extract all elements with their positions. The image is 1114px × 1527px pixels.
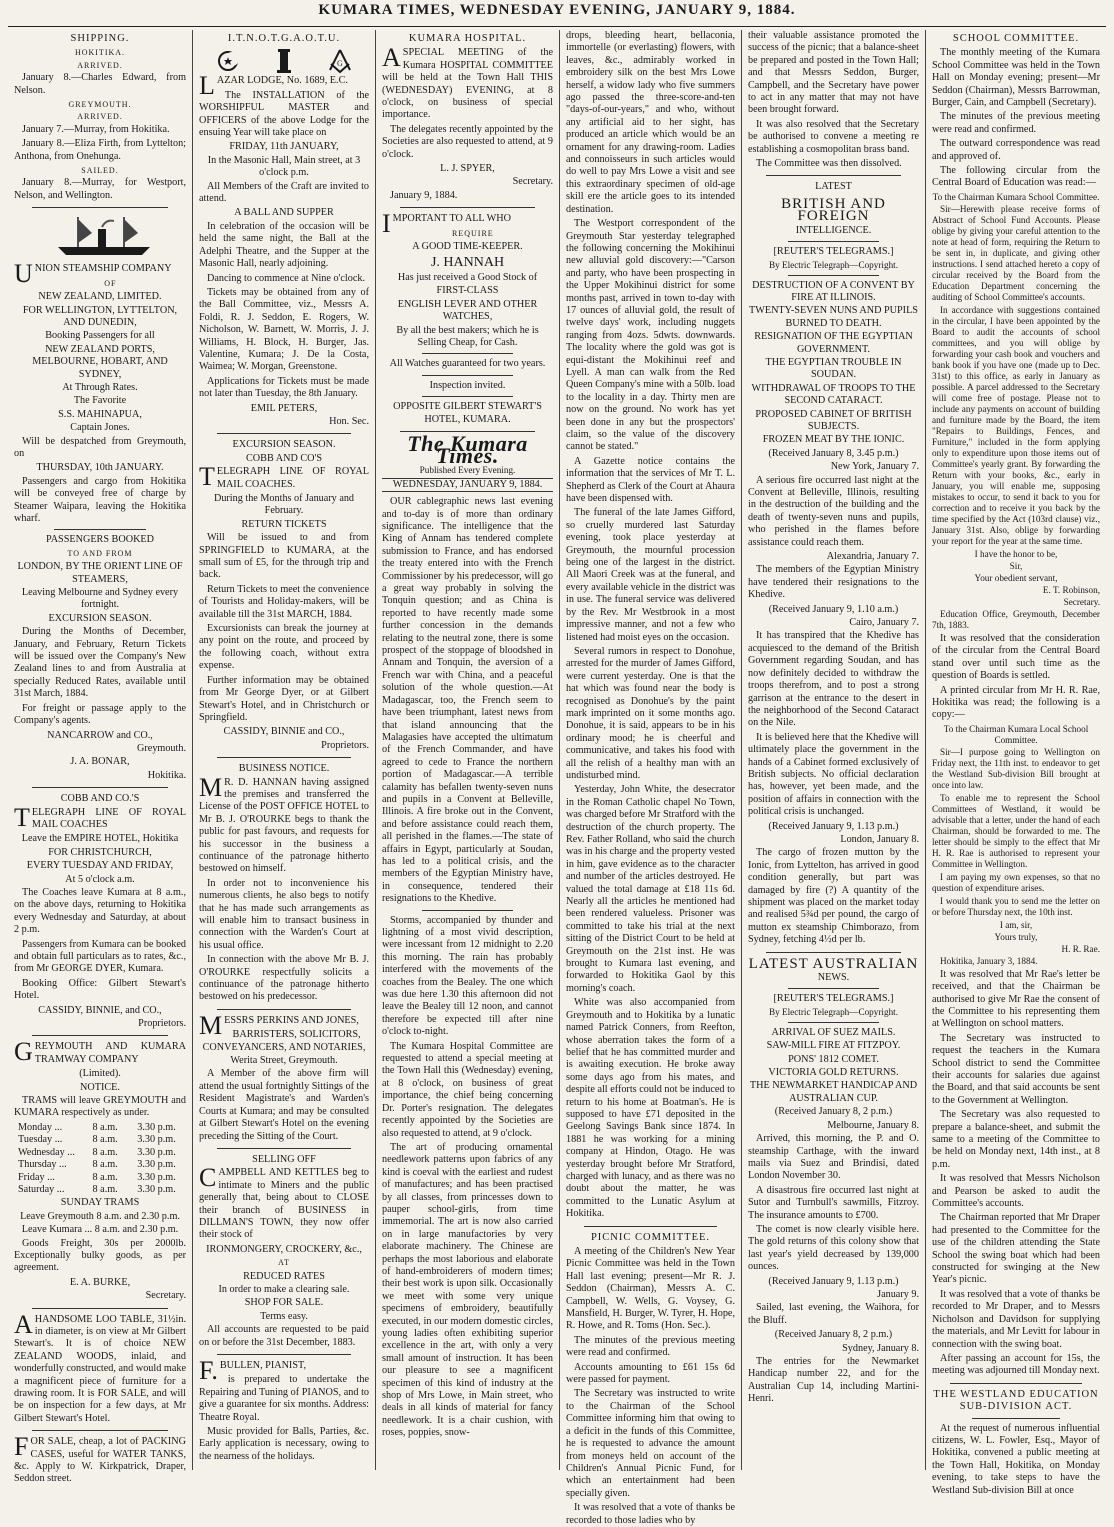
tram-time: 3.30 p.m. [137,1159,176,1171]
news-headline: DESTRUCTION OF A CONVENT BY FIRE AT ILLINOIS. [752,279,915,303]
cobb-heading: COBB AND CO.'S [60,793,140,805]
divider [217,433,351,434]
telegram-body: The entries for the Newmarket Handicap number 22, and for the Australian Cup 14, including Martini-Henri. [748,1356,919,1405]
goods-freight: Goods Freight, 30s per 2000lb. Exceptionally bulky goods, as per agreement. [14,1237,186,1274]
letter-closing: I am, sir, [999,919,1033,930]
divider [217,757,351,758]
pb-leaving: Leaving Melbourne and Sydney every fortnight. [21,587,179,611]
divider [400,207,535,208]
received-line: (Received January 8, 2 p.m.) [774,1329,893,1341]
usc-date: THURSDAY, 10th JANUARY. [36,462,164,474]
divider [32,787,168,788]
divider [788,988,879,989]
newspaper-columns [8,30,1106,1526]
column-5 [741,30,925,1470]
lodge-body: The INSTALLATION of the WORSHIPFUL MASTER and OFFICERS of the above Lodge for the ensuing Year will take place on [199,89,369,139]
important-timekeeper: A GOOD TIME-KEEPER. [412,241,523,253]
star-moon-icon [215,48,241,74]
exc-signature-title: Proprietors. [321,739,369,751]
hospital-signature-title: Secretary. [512,176,553,188]
tram-timetable [18,1122,182,1196]
news-headline: THE EGYPTIAN TROUBLE IN SOUDAN. [765,356,902,381]
business-notice-body: In order not to inconvenience his numerous clients, he also begs to notify that he has made such arrangements as will enable him to transact business in connection with the Warden's Court at his usual office. [199,877,369,951]
telegram-body: The cargo of frozen mutton by the Ionic, from Lyttelton, has arrived in good condition generally, but part was damaged by fire (?) A quantity of the shipment was placed on the market today and realised 5¾d per pound, the cargo of mutton ex steamship Chimborazo, from Sydney, fetching 4½d per lb. [748,847,919,946]
column-3 [375,30,559,1470]
latest-label: LATEST [815,181,852,193]
divider [972,1418,1060,1419]
published-line: Published Every Evening. [419,464,516,475]
letter-signature-title: Secretary. [1063,596,1100,607]
tramway-limited: (Limited). [79,1068,121,1080]
column-1 [8,30,192,1485]
hannah-watches: ENGLISH LEVER AND OTHER WATCHES, [397,298,538,323]
excursion-heading: EXCURSION SEASON. [232,439,336,451]
hospital-body: ASPECIAL MEETING of the Kumara HOSPITAL COMMITTEE will be held at the Town Hall THIS (WEDNESDAY) EVENING, at 8 o'clock, on business of special importance. [382,43,553,121]
arrived-label: ARRIVED. [77,112,123,122]
dateline: Sydney, January 8. [842,1342,919,1354]
usc-destinations: FOR WELLINGTON, LYTTELTON, AND DUNEDIN, [22,304,178,328]
packing-cases-ad: FOR SALE, cheap, a lot of PACKING CASES, useful for WATER TANKS, &c. Apply to W. Kirkpatrick, Draper, Seddon street. [14,1432,186,1485]
tram-time: 8 a.m. [92,1121,118,1133]
sunday-tram-line: Leave Greymouth 8 a.m. and 2.30 p.m. [20,1210,180,1222]
news-headline: VICTORIA GOLD RETURNS. [768,1067,899,1079]
tram-time: 3.30 p.m. [137,1121,176,1133]
usc-of: OF [104,278,117,288]
sunday-trams-heading: SUNDAY TRAMS [60,1197,140,1209]
tram-time: 3.30 p.m. [137,1171,176,1183]
cobb-signature-title: Proprietors. [138,1018,186,1030]
divider [788,1022,879,1023]
tram-time: 8 a.m. [92,1171,118,1183]
exc-body: Excursionists can break the journey at any point on the route, and proceed by the following coach, without extra expense. [199,623,369,672]
tram-day: Wednesday ... [18,1146,75,1158]
hannah-first-class: FIRST-CLASS [436,285,499,297]
school-paragraph: The outward correspondence was read and approved of. [932,138,1100,162]
editorial-paragraph: The art of producing ornamental needlework patterns upon fabrics of any kind is coeval with the earliest and rudest of manufactures; and has been practised by all classes, from princesses down to pauper school-girls, from time immemorial. The art is now also carried on in large manufactories by very elaborate machinery. The Chinese are perhaps the most laborious and elaborate of hand-embroiderers of modern times; their best work is upon silk. Occasionally we meet with some very unique specimens of embroidery, beautifully executed, in our modern domestic circles, young ladies often exhibiting superior excellence in the art, with only a very small amount of instruction. It has been our pleasure to see a magnificent specimen of this kind of industry at the shop of Mrs Lowe, in Main street, who deals in all kinds of material for fancy needlework. It is a chair cushion, with roses, poppies, snow- [382,1141,553,1439]
accounts-notice: All accounts are requested to be paid on or before the 31st December, 1883. [199,1324,369,1348]
agent-name: J. A. BONAR, [70,756,130,768]
excursion-body: During the Months of December, January, and February, Return Tickets will be issued over the Company's New Zealand lines to and from Australia at specially Reduced Rates, available until 31st March, 1884. [14,626,186,700]
article-paragraph: A Gazette notice contains the information that the services of Mr T. L. Shepherd as Clerk of the Court at Ahaura have been dispensed with. [566,455,735,505]
sunday-tram-line: Leave Kumara ... 8 a.m. and 2.30 p.m. [21,1224,179,1236]
letter-place: Education Office, Greymouth, December 7th, 1883. [932,608,1100,630]
cobb-body: Passengers from Kumara can be booked and obtain full particulars as to rates, &c., from Mr GEORGE DYER, Kumara. [14,938,186,975]
letter-closing: Sir, [1009,560,1023,571]
received-line: (Received January 9, 1.13 p.m.) [768,820,899,832]
lazar-lodge-title: LAZAR LODGE, No. 1689, E.C. [199,71,348,101]
kumara-hospital-heading: KUMARA HOSPITAL. [408,33,527,44]
agent-name: NANCARROW and CO., [47,729,153,741]
picnic-paragraph: Accounts amounting to £61 15s 6d were passed for payment. [566,1361,735,1386]
lodge-date: FRIDAY, 11th JANUARY, [229,141,339,153]
westland-paragraph: At the request of numerous influential citizens, W. L. Fowler, Esq., Mayor of Hokitika, convened a public meeting at the Town Hall, Hokitika, on Monday evening, to take steps to have the Westland Sub-division Bill at once [932,1422,1100,1496]
editorial-date: WEDNESDAY, JANUARY 9, 1884. [382,478,553,492]
received-line: (Received January 9, 1.13 p.m.) [768,1275,899,1287]
school-paragraph: The minutes of the previous meeting were read and confirmed. [932,111,1100,135]
letter-paragraph: In accordance with suggestions contained in the circular, I have been appointed by the Board to audit the accounts of school committees, and you will oblige by forwarding your cash book and vouchers and bank book if you have one (made up to Dec. 31st) to this office, as early in January as possible. A parcel addressed to the Secretary will come free of postage. Please not to include any payments on account of building and furniture made by the Board, the item "Repairs to Buildings, Fences, and Furniture," included in the form applying only to expenditure upon those items out of Committee's yearly grant. By forwarding the Return with your books, &c., early in January, you will enable me, supposing mistakes to occur, to send it back to you for correction and to receive it you back by the time specified by the Act (103rd clause) viz., January 31st. Also, oblige by forwarding your report for the year at the same time. [932,304,1100,546]
article-paragraph: drops, bleeding heart, bellaconia, immortelle (or everlasting) flowers, with leaves, &c., admirably worked in embroidery silk on the best Mrs Lowe herself, a widow lady who five summers ago passed the three-score-and-ten "days-of-our-years," and who, without any artificial aid to her sight, has produced an article which would be an ornament for any drawing-room. Ladies and connoisseurs in such articles would do well to pay Mrs Lowe a visit and see this extraordinary specimen of old-age skill ere the article goes to its intended destination. [566,30,735,215]
telegram-body: Arrived, this morning, the P. and O. steamship Carthage, with the inward mails via Suez and Brindisi, dated London November 30. [748,1133,919,1182]
square-compass-icon [327,48,353,74]
selling-off-heading: SELLING OFF [252,1153,316,1165]
dateline: London, January 8. [840,833,919,845]
letter-paragraph: I would thank you to send me the letter on or before Thursday next, the 10th inst. [932,895,1100,917]
usc-ship-name: S.S. MAHINAPUA, [58,408,142,420]
dateline: Melbourne, January 8. [827,1119,919,1131]
exc-signature: CASSIDY, BINNIE and CO., [223,726,345,738]
westland-education-heading: THE WESTLAND EDUCATION SUB-DIVISION ACT. [933,1388,1099,1413]
tramway-notice: NOTICE. [80,1081,120,1093]
masthead: KUMARA TIMES, WEDNESDAY EVENING, JANUARY 9, 1884. [318,2,796,18]
letter-signature: H. R. Rae. [1061,943,1100,954]
union-steamship-title: UNION STEAMSHIP COMPANY [14,259,172,289]
editorial-paragraph: Storms, accompanied by thunder and lightning of a most vivid description, were incessant from 12 midnight to 2.20 this morning. The rain has probably interfered with the movements of the coaches from the Bealey. The one which was due here 1.30 this afternoon did not leave the Bealey till 12 noon, and cannot therefore be expected till after nine o'clock to-night. [382,914,553,1038]
telegram-body: The members of the Egyptian Ministry have tendered their resignations to the Khedive. [748,564,919,601]
pb-london: LONDON, BY THE ORIENT LINE OF STEAMERS, [17,561,183,585]
important-heading: IMPORTANT TO ALL WHO [382,209,511,239]
divider [766,952,901,953]
divider [217,1009,351,1010]
article-paragraph: The funeral of the late James Gifford, so cruelly murdered last Saturday evening, took place yesterday at Greymouth, the mournful procession being one of the largest in the district. All Maori Creek was at the funeral, and every available vehicle in the district was in use. The funeral service was delivered by the Rev. Mr Westbrook in a most impressive manner, and not a few who listened had moist eyes on the occasion. [566,507,735,643]
cobb-body: The Coaches leave Kumara at 8 a.m., on the above days, returning to Hokitika every Wednesday and Saturday, at about 2 p.m. [14,886,186,936]
latest-australian-heading: LATEST AUSTRALIAN [748,955,919,972]
hannah-body: Has just received a Good Stock of [397,271,538,283]
school-paragraph: The Secretary was also requested to prepare a balance-sheet, and submit the same to a meeting of the Committee to be held on Monday next, 14th inst., at 8 p.m. [932,1109,1100,1170]
tram-day: Saturday ... [18,1183,65,1195]
cobb-leave: Leave the EMPIRE HOTEL, Hokitika [21,833,179,845]
divider [54,529,146,530]
letter-paragraph: I am paying my own expenses, so that no question of expenditure arises. [932,871,1100,893]
school-committee-heading: SCHOOL COMMITTEE. [952,33,1080,44]
school-paragraph: The Secretary was instructed to request the teachers in the Kumara School district to send the Committee their accounts for salaries due against the Board, and that said accounts be sent to the Government at Wellington. [932,1032,1100,1106]
divider [788,275,879,276]
excursion-heading: EXCURSION SEASON. [48,612,152,624]
divider [32,1308,168,1309]
arrived-label: ARRIVED. [77,60,123,70]
column-2 [192,30,375,1470]
perkins-jones-address: Werita Street, Greymouth. [230,1055,338,1067]
exc-telegraph: TELEGRAPH LINE OF ROYAL MAIL COACHES. [199,462,369,492]
news-headline: FROZEN MEAT BY THE IONIC. [762,434,905,446]
letter-closing: Yours truly, [994,931,1038,942]
column-4 [559,30,741,1526]
shipping-entry: January 8.—Charles Edward, from Nelson. [14,72,186,96]
tram-day: Thursday ... [18,1159,67,1171]
picnic-paragraph: It was also resolved that the Secretary be authorised to convene a meeting re establishing a cosmopolitan brass band. [748,118,919,155]
telegram-body: A disastrous fire occurred last night at Sutor and Turnbull's sawmills, Fitzroy. The insurance amounts to £700. [748,1184,919,1221]
letter-paragraph: Sir—Herewith please receive forms of Abstract of School Fund Accounts. Please oblige by giving your careful attention to the note at head of form, requiring the Return to be sent in, in duplicate, and giving other instructions. I send attached hereto a copy of circular received by the Board from the Education Department concerning the auditing of School Committee's accounts. [932,203,1100,302]
news-headline: THE NEWMARKET HANDICAP AND AUSTRALIAN CUP. [749,1080,918,1104]
cobb-telegraph: TELEGRAPH LINE OF ROYAL MAIL COACHES [14,802,186,832]
cobb-office: Booking Office: Gilbert Stewart's Hotel. [14,977,186,1002]
divider [422,396,513,397]
hospital-date: January 9, 1884. [390,189,458,201]
article-paragraph: Several rumors in respect to Donohue, arrested for the murder of James Gifford, were current yesterday. One is that the hat which was found near the body is recognised as Donohue's by the paint mark imprinted on it some months ago. Donohue, it is said, appears to be in his ordinary mood; he is cheerful and communicative, and takes his food with all the relish of a healthy man with an undisturbed mind. [566,645,735,781]
divider [584,1226,717,1227]
school-paragraph: It was resolved that Messrs Nicholson and Pearson be asked to audit the Committee's accounts. [932,1173,1100,1210]
tram-signature: E. A. BURKE, [69,1276,131,1288]
divider [32,1430,168,1431]
usc-despatch: Will be despatched from Greymouth, on [14,435,186,459]
steamship-icon [54,213,154,259]
received-line: (Received January 8, 3.45 p.m.) [768,447,899,459]
telegram-body: The comet is now clearly visible here. The gold returns of this colony show that last year's yield decreased by 139,000 ounces. [748,1223,919,1273]
news-headline: ARRIVAL OF SUEZ MAILS. [771,1026,896,1038]
passengers-booked-heading: PASSENGERS BOOKED [45,534,155,546]
hospital-body: The delegates recently appointed by the Societies are also requested to attend, at 9 o'clock. [382,123,553,160]
reuters-label: [REUTER'S TELEGRAMS.] [773,993,894,1005]
usc-captain: Captain Jones. [70,422,130,434]
reuters-label: [REUTER'S TELEGRAMS.] [773,246,894,258]
letter-paragraph: Sir—I purpose going to Wellington on Friday next, the 11th inst. to endeavor to get the Westland Sub-division Bill brought at once into law. [932,746,1100,790]
picnic-paragraph: The Secretary was instructed to write to the Chairman of the School Committee informing him that owing to a deficit in the funds of this Committee, he is requested to advance the amount from moneys held on account of the Children's Annual Picnic Fund, for which an entertainment had been specially given. [566,1388,735,1499]
tram-time: 8 a.m. [92,1134,118,1146]
hospital-signature: L. J. SPYER, [440,163,495,175]
telegraph-copyright: By Electric Telegraph—Copyright. [768,1006,899,1017]
greymouth-heading: GREYMOUTH. [68,100,132,110]
divider [217,1354,351,1355]
selling-off-rates: REDUCED RATES [243,1270,325,1282]
tramway-heading: GREYMOUTH AND KUMARA TRAMWAY COMPANY [14,1037,186,1067]
divider [422,910,513,911]
return-tickets-heading: RETURN TICKETS [241,518,327,530]
lodge-members: All Members of the Craft are invited to attend. [199,180,369,205]
letter-closing: I have the honor to be, [974,548,1058,559]
usc-favorite: The Favorite [73,395,127,407]
letter-closing: Your obedient servant, [974,572,1058,583]
exc-months: During the Months of January and February. [213,493,355,517]
picnic-paragraph: It was resolved that a vote of thanks be recorded to those ladies who by [566,1502,735,1526]
cobb-time: At 5 o'clock a.m. [65,873,135,885]
selling-off-body: CAMPBELL AND KETTLES beg to intimate to Miners and the public generally that, being about to CLOSE their branch of BUSINESS in DILLMAN'S TOWN, they now offer their stock of [199,1163,369,1241]
picnic-paragraph: The minutes of the previous meeting were read and confirmed. [566,1334,735,1359]
divider [950,1383,1082,1384]
hokitika-heading: HOKITIKA. [74,48,126,58]
pillar-icon [273,48,295,74]
letter-place: Hokitika, January 3, 1884. [940,955,1038,966]
business-notice-body: MR. D. HANNAN having assigned the premises and transferred the License of the POST OFFICE HOTEL to Mr B. J. O'ROURKE begs to thank the public for past favours, and requests for his successor in the business a continuance of the patronage hitherto bestowed on himself. [199,772,369,875]
ball-dance: Dancing to commence at Nine o'clock. [207,272,365,284]
bullen-body: Music provided for Balls, Parties, &c. Early application is necessary, owing to the nearness of the holidays. [199,1426,369,1462]
usc-cargo: Passengers and cargo from Hokitika will be conveyed free of charge by Steamer Waipara, leaving the Hokitika wharf. [14,475,186,524]
picnic-paragraph: A meeting of the Children's New Year Picnic Committee was held in the Town Hall last evening; present—Mr R. J. Seddon (Chairman), Messrs A. C. Campbell, W. Wells, G. Voysey, G. Mansfield, H. Burger, W. Tyrer, H. Hope, R. Howe, and R. Toms (Hon. Sec.). [566,1246,735,1332]
article-paragraph: Yesterday, John White, the desecrator in the Roman Catholic chapel No Town, was charged before Mr Stratford with the destruction of the church property. The Rev. Father Rolland, who said the church was in his charge and the property vested in him, gave evidence as to the character and number of the articles destroyed. He valued the total damage at £18 11s 6d. Nearly all the articles he mentioned had been rendered valueless. Prisoner was committed to take his trial at the next sitting of the District Court to be held at Greymouth on the 21st inst. He was brought to Kumara last evening, and forwarded to Hokitika Gaol by this morning's coach. [566,784,735,994]
divider [217,1148,351,1149]
selling-off-clear: In order to make a clearing sale. [218,1283,350,1295]
column-6 [925,30,1106,1496]
exc-body: Return Tickets to meet the convenience of Tourists and Holiday-makers, will be available till the 31st MARCH, 1884. [199,583,369,620]
telegram-body: It has transpired that the Khedive has acquiesced to the demand of the British Government regarding Soudan, and has now definitely decided to withdraw the troops therefrom, and to post a strong garrison at the entrance to the desert in the neighborhood of the Second Cataract on the Nile. [748,630,919,729]
telegraph-copyright: By Electric Telegraph—Copyright. [768,259,899,270]
selling-off-at: AT [278,1258,290,1268]
shipping-entry: January 7.—Murray, from Hokitika. [22,123,170,135]
picnic-paragraph: their valuable assistance promoted the success of the picnic; that a balance-sheet be prepared and posted in the Town Hall; and that Messrs Seddon, Burger, Campbell, and the Secretary have power to act in any matter that may not have been brought forward. [748,30,919,116]
usc-booking: Booking Passengers for all [45,330,155,342]
selling-off-goods: IRONMONGERY, CROCKERY, &c., [206,1243,362,1255]
divider [422,375,513,376]
article-paragraph: White was also accompanied from Greymouth and to Hokitika by a lunatic named Patrick Conners, from Reefton, whose aberration takes the form of a belief that he has committed murder and is awaiting execution. He broke away some days ago from his mates, and despite all efforts could not be induced to return to his home at Boatman's. He is supposed to have £71 deposited in the Geelong Savings Bank since 1874. In 1881 he was working for a mining company at Hindon, Otago. He was yesterday brought before Mr Stratford, charged with lunacy, and as there was no doubt about the matter, he was committed to the Lunatic Asylum at Hokitika. [566,997,735,1220]
shop-for-sale: SHOP FOR SALE. [244,1297,324,1309]
cobb-for: FOR CHRISTCHURCH, [48,846,152,858]
school-paragraph: It was resolved that the consideration of the circular from the Central Board stand over until such time as the question of Boards is settled. [932,632,1100,682]
received-line: (Received January 8, 2 p.m.) [774,1106,893,1118]
usc-nz: NEW ZEALAND, LIMITED. [38,291,162,303]
cobb-signature: CASSIDY, BINNIE, and CO., [38,1004,162,1016]
letter-addressee: To the Chairman Kumara Local School Committee. [943,723,1089,745]
news-headline: PROPOSED CABINET OF BRITISH SUBJECTS. [755,408,912,432]
masonic-emblems [199,47,369,75]
bullen-heading: F.BULLEN, PIANIST, [199,1356,307,1385]
tram-time: 3.30 p.m. [137,1183,176,1195]
letter-paragraph: To enable me to represent the School Committees of Westland, it would be advisable that a letter, under the hand of each Chairman, should be forwarded to me. The letter should be simply to the effect that Mr H. R. Rae is authorised to represent your Committee in Wellington. [932,792,1100,869]
editorial-paragraph: OUR cablegraphic news last evening and to-day is of more than ordinary significance. The intelligence that the King of Annam has tendered complete submission to France, and has endorsed the treaty entered into with the French Commissioner by his predecessor, will go a great way probably in solving the Tonquin question; and as China is reported to have recently made some further concession in the demands relating to the neutral zone, there is some prospect of the stoppage of bloodshed in Annam and Tonquin, the aversion of a French war with China, and a peaceful solution of the whole question.—At Madagascar, too, the French seem to have been triumphant, latest news from that island announcing that the Malagasies have accepted the ultimatum of the French Commander, and have agreed to cede to France the northern portion of Madagascar.—A terrible calamity has befallen twenty-seven nuns and pupils in a Convent at Belleville, Illinois. A fire broke out in the Convent, and before assistance could reach them, all perished in the flames.—The state of affairs in Egypt, particularly at Soudan, has led to a political crisis, and the members of the Egyptian Ministry have, in consequence, tendered their resignations to the Khedive. [382,496,553,905]
divider [788,241,879,242]
article-paragraph: The Westport correspondent of the Greymouth Star yesterday telegraphed the following concerning the Mokihinui new alluvial gold discovery:—"Carson and party, who have been prospecting in the Upper Mokihinui district for some months past, arrived in town to-day with 17 ounces of alluvial gold, the result of twelve days' work, including nuggets ranging from 4ozs. 5dwts. downwards. The locality where the gold was got is equi-distant the Mokihinui reef and Lyell. A man can walk from the Red Queen Company's mine with a 50lb. load to the locality in a day. Thirty men are now on the ground. No work has yet been done in any but the prospectors' claim, so the value of the discovery cannot be stated." [566,218,735,453]
news-headline: RESIGNATION OF THE EGYPTIAN GOVERNMENT. [754,331,913,355]
exc-body: Further information may be obtained from Mr George Dyer, or at Gilbert Stewart's Hotel, and in Christchurch or Springfield. [199,674,369,723]
shipping-heading: SHIPPING. [70,33,130,44]
steamship-illustration [14,213,186,259]
school-paragraph: It was resolved that Mr Rae's letter be received, and that the Chairman be authorised to give Mr Rae the consent of the Committee to his representing them at Wellington on school matters. [932,968,1100,1030]
tram-day: Friday ... [18,1171,55,1183]
telegram-body: Sailed, last evening, the Waihora, for the Bluff. [748,1302,919,1326]
terms-easy: Terms easy. [260,1310,308,1322]
tram-day: Tuesday ... [18,1134,63,1146]
letter-addressee: To the Chairman Kumara School Committee. [932,191,1100,202]
perkins-jones-heading: MESSRS PERKINS AND JONES, [199,1010,359,1040]
school-paragraph: After passing an account for 15s, the meeting was adjourned till Monday next. [932,1352,1100,1377]
picnic-committee-heading: PICNIC COMMITTEE. [590,1231,711,1243]
telegram-body: A serious fire occurred last night at the Convent at Belleville, Illinois, resulting in the destruction of the building and the death of twenty-seven nuns and pupils, who perished in the flames before assistance could reach them. [748,474,919,548]
news-headline: PONS' 1812 COMET. [788,1053,879,1065]
ball-applications: Applications for Tickets must be made not later than Tuesday, the 8th January. [199,375,369,400]
ball-signature-title: Hon. Sec. [329,415,369,427]
loo-table-ad: AHANDSOME LOO TABLE, 31½in. in diameter, is on view at Mr Gilbert Stewart's. It is of choice NEW ZEALAND WOODS, inlaid, and wonderfully constructed, and would make a magnificent piece of furniture for a drawing room. It is FOR SALE, and will be on inspection for a few days, at Mr Gilbert Stewart's Hotel. [14,1309,186,1424]
svg-text:G: G [337,59,343,69]
agent-location: Greymouth. [137,742,186,754]
picnic-paragraph: The Committee was then dissolved. [756,158,902,170]
school-paragraph: The monthly meeting of the Kumara School Committee was held in the Town Hall on Monday evening; present—Mr Seddon (Chairman), Messrs Barrowman, Burger, Cain, and Campbell (Secretary). [932,47,1100,109]
school-paragraph: A printed circular from Mr H. R. Rae, Hokitika was read; the following is a copy:— [932,684,1100,721]
editorial-paragraph: The Kumara Hospital Committee are requested to attend a special meeting at the Town Hall this (Wednesday) evening, at 8 o'clock, on business of great importance, the chief being concerning Dr. Porter's resignation. The delegates recently appointed by the Societies are also requested to attend, at 9 o'clock. [382,1040,553,1139]
paper-nameplate: The Kumara Times. [407,430,528,469]
ball-body: In celebration of the occasion will be held the same night, the Ball at the Adelphi Theatre, and the Supper at the Masonic Hall, nearly adjoining. [199,220,369,270]
ball-tickets: Tickets may be obtained from any of the Ball Committee, viz., Messrs A. Foldi, R. J. Seddon, E. Rogers, W. Nicholson, W. Barnett, W. Morris, J. J. Williams, H. Block, H. Burger, Jas. Valentine, Kumara; J. De la Costa, Waimea; W. Morgan, Greenstone. [199,286,369,373]
british-foreign-heading: BRITISH AND FOREIGN [781,195,886,225]
shipping-entry: January 8.—Eliza Firth, from Lyttelton; Anthona, from Onehunga. [14,138,186,162]
tram-time: 3.30 p.m. [137,1134,176,1146]
school-paragraph: The following circular from the Central Board of Education was read:— [932,165,1100,189]
perkins-jones-sub: BARRISTERS, SOLICITORS, CONVEYANCERS, AND NOTARIES, [202,1029,366,1053]
freight-notice: For freight or passage apply to the Company's agents. [14,702,186,727]
tram-time: 8 a.m. [92,1159,118,1171]
dateline: Cairo, January 7. [849,617,919,629]
exc-body: Will be issued to and from SPRINGFIELD to KUMARA, at the small sum of £5, for the through trip and back. [199,532,369,581]
dateline: New York, January 7. [830,461,919,473]
tram-day: Monday ... [18,1121,63,1133]
tram-time: 8 a.m. [92,1183,118,1195]
pb-to-from: TO AND FROM [67,548,133,558]
ball-signature: EMIL PETERS, [250,402,318,414]
divider [32,207,168,208]
exc-cobb: COBB AND CO'S [246,452,322,464]
agent-location: Hokitika. [147,769,186,781]
business-notice-body: In connection with the above Mr B. J. O'ROURKE respectfully solicits a continuance of the patronage hitherto bestowed on his predecessor. [199,954,369,1003]
school-paragraph: The Chairman reported that Mr Draper had presented to the Committee for the use of the children attending the State School the swing boat which had been constructed for swinging at the New Year's picnic. [932,1212,1100,1286]
ball-heading: A BALL AND SUPPER [234,207,334,219]
sailed-label: SAILED. [81,166,119,176]
dateline: Alexandria, January 7. [826,551,919,563]
school-paragraph: It was resolved that a vote of thanks be recorded to Mr Draper, and to Messrs Nicholson and Davidson for supplying the materials, and Mr Levitt for labour in connection with the swing boat. [932,1288,1100,1350]
tramway-intro: TRAMS will leave GREYMOUTH and KUMARA respectively as under. [14,1095,186,1119]
divider [422,353,513,354]
hannah-inspection: Inspection invited. [429,379,506,391]
news-headline: SAW-MILL FIRE AT FITZPOY. [766,1040,901,1052]
usc-rates: At Through Rates. [62,381,138,393]
shipping-entry: January 8.—Murray, for Westport, Nelson, and Wellington. [14,177,186,201]
news-headline: TWENTY-SEVEN NUNS AND PUPILS BURNED TO DEATH. [749,305,918,329]
tram-signature-title: Secretary. [145,1290,186,1302]
tram-time: 8 a.m. [92,1146,118,1158]
hannah-name: J. HANNAH [430,254,505,270]
lodge-place: In the Masonic Hall, Main street, at 3 o'clock p.m. [207,154,361,179]
cobb-days: EVERY TUESDAY AND FRIDAY, [26,860,174,872]
hannah-address: OPPOSITE GILBERT STEWART'S HOTEL, KUMARA. [393,401,542,425]
lodge-acronym: I.T.N.O.T.G.A.O.T.U. [227,33,341,44]
important-require: REQUIRE [452,228,494,238]
letter-signature: E. T. Robinson, [1042,584,1100,595]
dateline: January 9. [877,1288,919,1300]
divider [766,175,901,176]
masthead-rule [8,26,1106,27]
hannah-makers: By all the best makers; which he is Selling Cheap, for Cash. [396,324,539,348]
bullen-body: is prepared to undertake the Repairing and Tuning of PIANOS, and to give a guarantee for six months. Address: Theatre Royal. [199,1374,369,1423]
business-notice-heading: BUSINESS NOTICE. [238,763,330,775]
received-line: (Received January 9, 1.10 a.m.) [768,603,899,615]
perkins-jones-body: A Member of the above firm will attend the usual fortnightly Sittings of the Resident Magistrate's and Warden's Courts at Kumara; and may be consulted at Gilbert Stewart's Hotel on the evening preceding the Sitting of the Court. [199,1068,369,1142]
intelligence-label: INTELLIGENCE. [795,224,872,236]
usc-ports: NEW ZEALAND PORTS, MELBOURNE, HOBART, AND SYDNEY, [32,343,168,380]
telegram-body: It is believed here that the Khedive will ultimately place the government in the hands of a Cabinet formed exclusively of British subjects. No official declaration has, however, yet been made, and the position of affairs in connection with the political crisis is unchanged. [748,731,919,818]
news-headline: WITHDRAWAL OF TROOPS TO THE SECOND CATARACT. [751,382,916,407]
hannah-guarantee: All Watches guaranteed for two years. [389,358,546,370]
tram-time: 3.30 p.m. [137,1146,176,1158]
divider [32,1035,168,1036]
news-label: NEWS. [817,972,850,984]
